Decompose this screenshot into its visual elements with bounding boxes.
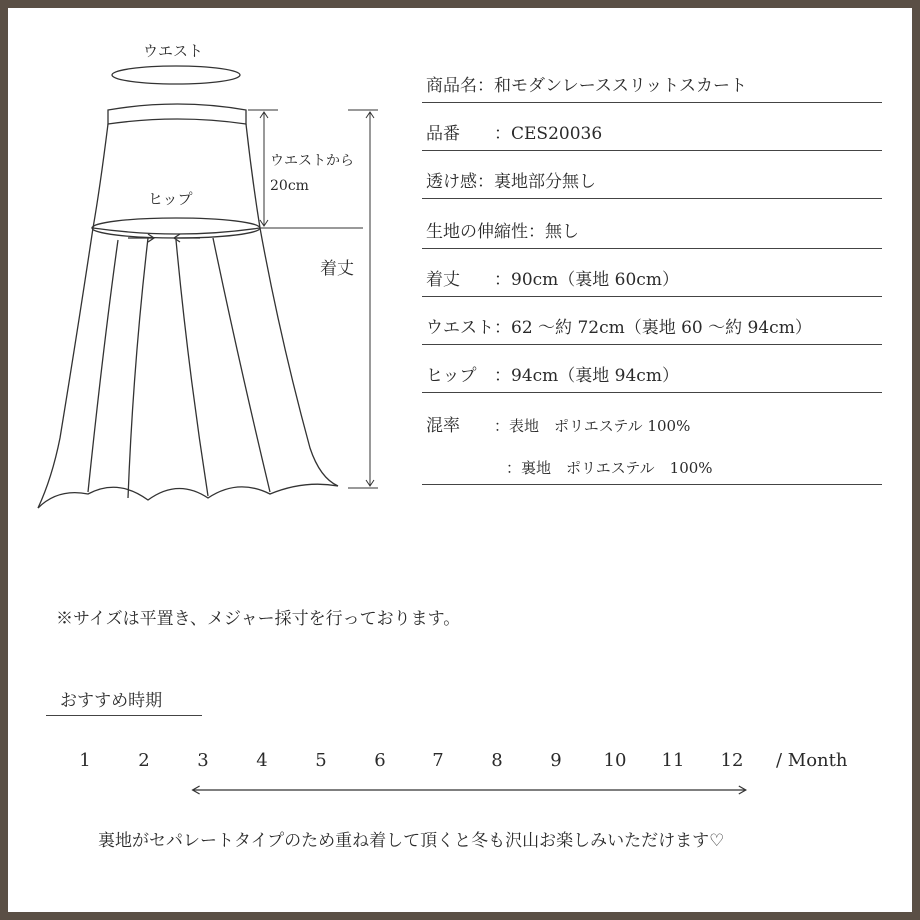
spec-sep: ： bbox=[494, 270, 511, 290]
month-label: 3 bbox=[197, 750, 209, 771]
skirt-hem bbox=[38, 484, 338, 508]
spec-value: 62 〜約 72cm（裏地 60 〜約 94cm） bbox=[511, 318, 812, 338]
month-label: 9 bbox=[550, 750, 562, 771]
spec-row-composition bbox=[422, 402, 882, 442]
spec-sep: ： bbox=[477, 172, 494, 192]
season-title-underline bbox=[46, 715, 202, 716]
spec-value: CES20036 bbox=[511, 124, 603, 144]
spec-label: ヒップ bbox=[426, 366, 477, 386]
month-unit-label: / Month bbox=[776, 750, 848, 771]
spec-row-product-name bbox=[422, 62, 882, 103]
spec-value: 裏地 ポリエステル 100% bbox=[521, 459, 713, 477]
skirt-hip-seam bbox=[93, 228, 260, 234]
spec-label: 透け感 bbox=[426, 172, 477, 192]
season-range-arrowhead-right bbox=[739, 786, 746, 794]
spec-label: 着丈 bbox=[426, 270, 460, 290]
month-label: 2 bbox=[138, 750, 150, 771]
measurement-note: ※サイズは平置き、メジャー採寸を行っております。 bbox=[56, 609, 461, 629]
waist-to-hip-label: ウエストから bbox=[270, 153, 354, 169]
length-label: 着丈 bbox=[320, 259, 354, 279]
skirt-panel-line bbox=[176, 240, 208, 496]
month-label: 8 bbox=[491, 750, 503, 771]
spec-row-hip bbox=[422, 352, 882, 393]
month-label: 4 bbox=[256, 750, 268, 771]
spec-sep: ： bbox=[494, 366, 511, 386]
spec-row-sheerness bbox=[422, 158, 882, 199]
waist-to-hip-value: 20cm bbox=[270, 178, 309, 194]
spec-value: 表地 ポリエステル 100% bbox=[509, 417, 691, 435]
size-chart-card bbox=[8, 8, 912, 912]
spec-label: 混率 bbox=[426, 416, 460, 436]
spec-row-stretch bbox=[422, 208, 882, 249]
hip-arrow-right bbox=[174, 234, 200, 242]
skirt-waistband bbox=[108, 104, 246, 124]
spec-row-lining-composition bbox=[422, 444, 882, 485]
skirt-panel-line bbox=[128, 238, 148, 498]
spec-label: 商品名 bbox=[426, 76, 477, 96]
hip-arrow-left bbox=[128, 234, 154, 242]
spec-label: 品番 bbox=[426, 124, 460, 144]
spec-value: 裏地部分無し bbox=[494, 172, 596, 192]
season-title: おすすめ時期 bbox=[60, 691, 163, 711]
spec-value: 無し bbox=[545, 222, 579, 242]
season-range-arrowhead-left bbox=[193, 786, 200, 794]
spec-label: 生地の伸縮性 bbox=[426, 222, 528, 242]
spec-value: 和モダンレーススリットスカート bbox=[494, 76, 748, 96]
spec-row-waist bbox=[422, 304, 882, 345]
month-label: 10 bbox=[603, 750, 627, 771]
month-label: 5 bbox=[315, 750, 327, 771]
spec-sep: ： bbox=[528, 222, 545, 242]
spec-sep: ： bbox=[494, 124, 511, 144]
spec-value: 90cm（裏地 60cm） bbox=[511, 270, 679, 290]
hip-measure-ellipse bbox=[92, 218, 260, 238]
spec-label: ウエスト bbox=[426, 318, 494, 338]
skirt-panel-line bbox=[88, 240, 118, 492]
month-label: 11 bbox=[661, 750, 685, 771]
spec-sep: ： bbox=[494, 318, 511, 338]
month-label: 7 bbox=[432, 750, 444, 771]
spec-value: 94cm（裏地 94cm） bbox=[511, 366, 679, 386]
spec-sep: ： bbox=[477, 76, 494, 96]
skirt-left-side bbox=[38, 124, 108, 508]
skirt-panel-line bbox=[213, 238, 270, 492]
waist-label: ウエスト bbox=[143, 42, 204, 60]
spec-sep: ： bbox=[494, 417, 510, 435]
month-label: 1 bbox=[79, 750, 91, 771]
spec-row-length bbox=[422, 256, 882, 297]
spec-row-item-number bbox=[422, 110, 882, 151]
spec-sep: ： bbox=[506, 459, 522, 477]
month-label: 6 bbox=[374, 750, 386, 771]
footer-message: 裏地がセパレートタイプのため重ね着して頂くと冬も沢山お楽しみいただけます♡ bbox=[98, 831, 725, 851]
waist-measure-ellipse bbox=[112, 66, 240, 84]
month-label: 12 bbox=[720, 750, 744, 771]
hip-label: ヒップ bbox=[148, 190, 193, 208]
